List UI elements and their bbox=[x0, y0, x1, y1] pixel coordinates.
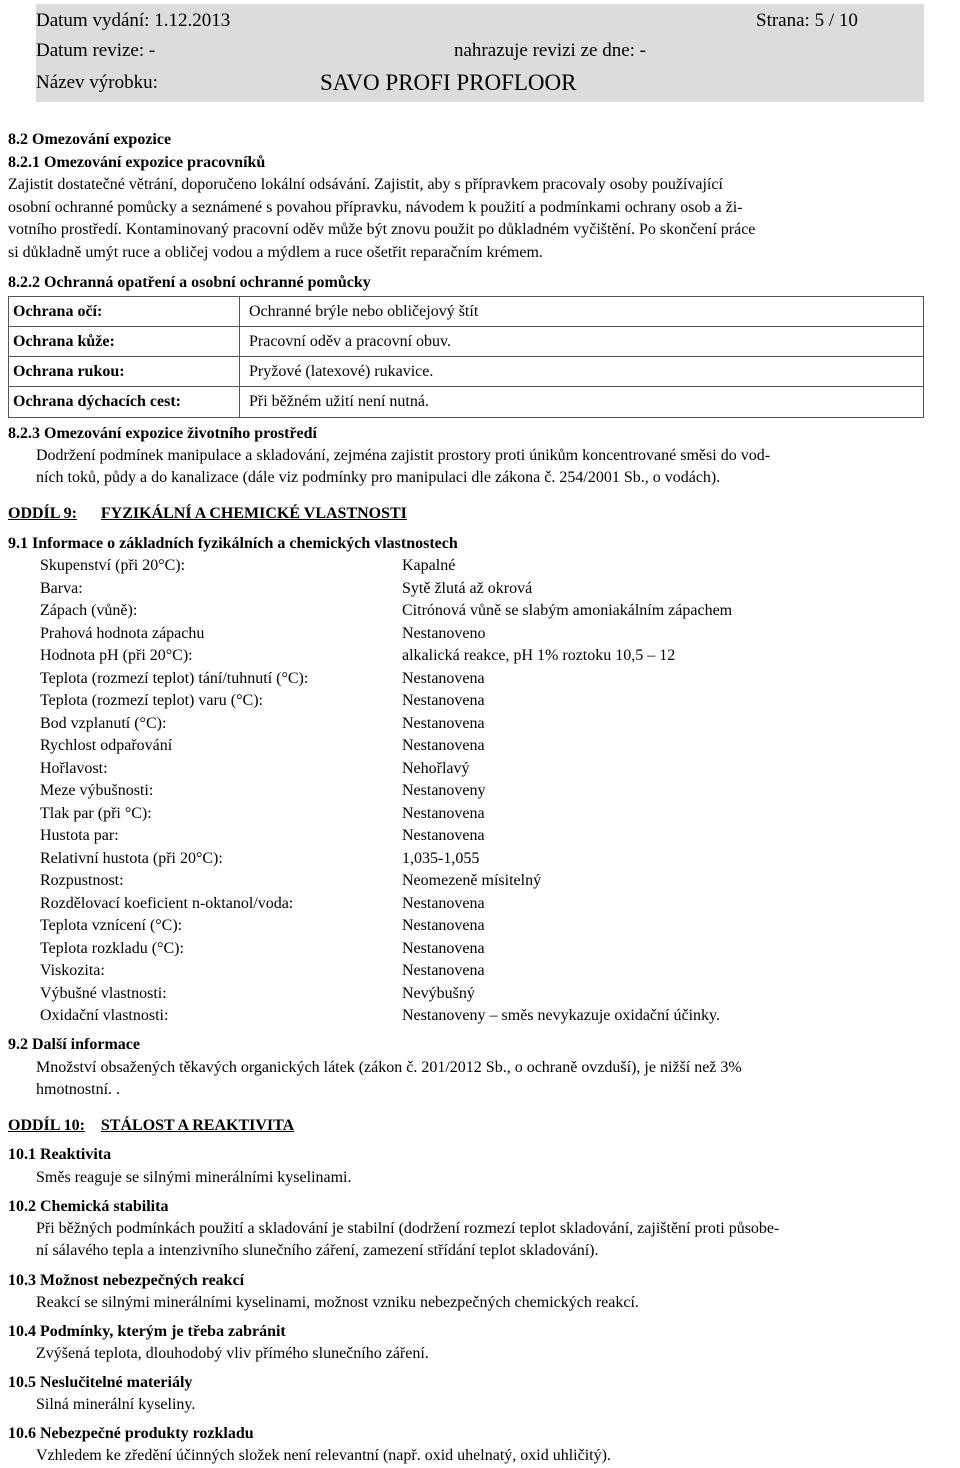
property-name: Prahová hodnota zápachu bbox=[40, 624, 205, 642]
properties-list bbox=[0, 555, 960, 1029]
section-8-2-3-line-1: Dodržení podmínek manipulace a skladování, zejména zajistit prostory proti únikům koncentrované směsi do vod- bbox=[36, 447, 771, 464]
section-10-6-text: Vzhledem ke zředění účinných složek není relevantní (např. oxid uhelnatý, oxid uhličitý). bbox=[36, 1447, 611, 1464]
section-10-2-text-1: Při běžných podmínkách použití a skladování je stabilní (dodržení rozmezí teplot skladování, zajištění proti působe- bbox=[36, 1220, 780, 1237]
section-10-number: ODDÍL 10: bbox=[8, 1117, 85, 1134]
property-value: Nestanoveno bbox=[402, 624, 486, 642]
property-row bbox=[40, 938, 485, 961]
header-row-3 bbox=[36, 68, 924, 98]
property-row bbox=[40, 735, 485, 758]
property-name: Rozdělovací koeficient n-oktanol/voda: bbox=[40, 894, 294, 912]
property-row bbox=[40, 645, 676, 668]
property-value: Citrónová vůně se slabým amoniakálním zápachem bbox=[402, 602, 733, 619]
section-10-1-title: 10.1 Reaktivita bbox=[8, 1146, 112, 1163]
property-name: Výbušné vlastnosti: bbox=[40, 984, 167, 1002]
property-name: Rozpustnost: bbox=[40, 872, 124, 889]
property-row bbox=[40, 668, 485, 691]
section-8-2-1-line-4: si důkladně umýt ruce a obličej vodou a mýdlem a ruce ošetřit reparačním krémem. bbox=[8, 244, 543, 261]
section-8-2-2-title: 8.2.2 Ochranná opatření a osobní ochranné pomůcky bbox=[8, 274, 371, 291]
section-9-2-title: 9.2 Další informace bbox=[8, 1036, 140, 1053]
property-value: Nestanovena bbox=[402, 692, 485, 709]
property-row bbox=[40, 713, 485, 736]
property-value: Nestanovena bbox=[402, 714, 485, 732]
property-row bbox=[40, 600, 733, 623]
replaces-revision: nahrazuje revizi ze dne: - bbox=[454, 40, 646, 61]
section-8-2-title: 8.2 Omezování expozice bbox=[8, 131, 172, 148]
property-name: Hustota par: bbox=[40, 827, 119, 844]
property-value: Nestanovena bbox=[402, 939, 485, 957]
property-value: Kapalné bbox=[402, 557, 456, 574]
page-number: Strana: 5 / 10 bbox=[756, 10, 858, 31]
property-value: Nestanovena bbox=[402, 737, 485, 754]
ppe-label: Ochrana kůže: bbox=[13, 333, 115, 350]
property-value: 1,035-1,055 bbox=[402, 849, 480, 867]
ppe-value: Při běžném užití není nutná. bbox=[249, 393, 429, 410]
property-value: Nestanovena bbox=[402, 804, 485, 822]
ppe-value: Pracovní oděv a pracovní obuv. bbox=[249, 333, 452, 350]
property-name: Zápach (vůně): bbox=[40, 602, 138, 619]
property-name: Rychlost odpařování bbox=[40, 737, 173, 754]
section-8-2-3-title: 8.2.3 Omezování expozice životního prostředí bbox=[8, 425, 317, 442]
property-row bbox=[40, 893, 485, 916]
property-name: Teplota vznícení (°C): bbox=[40, 917, 183, 934]
section-9-title: FYZIKÁLNÍ A CHEMICKÉ VLASTNOSTI bbox=[100, 505, 407, 522]
section-8-2-1-line-2: osobní ochranné pomůcky a seznámené s povahou přípravku, návodem k použití a podmínkami ochrany osob a ži- bbox=[8, 199, 743, 216]
property-value: Nestanoveny – směs nevykazuje oxidační účinky. bbox=[402, 1007, 720, 1024]
property-name: Tlak par (při °C): bbox=[40, 804, 152, 822]
property-row bbox=[40, 555, 456, 578]
ppe-value: Pryžové (latexové) rukavice. bbox=[249, 363, 434, 380]
property-name: Skupenství (při 20°C): bbox=[40, 557, 186, 574]
ppe-label: Ochrana očí: bbox=[13, 303, 103, 320]
header-row-2 bbox=[36, 36, 924, 66]
property-value: Nestanoveny bbox=[402, 782, 486, 799]
section-10-2-text-2: ní sálavého tepla a intenzivního slunečního záření, zamezení střídání teplot skladování). bbox=[36, 1242, 599, 1259]
property-row bbox=[40, 983, 475, 1006]
section-10-3-text: Reakcí se silnými minerálními kyselinami, možnost vzniku nebezpečných chemických reakcí. bbox=[36, 1294, 639, 1311]
property-value: Nestanovena bbox=[402, 669, 485, 687]
ppe-value: Ochranné brýle nebo obličejový štít bbox=[249, 303, 479, 320]
property-row bbox=[40, 825, 485, 848]
issue-date: Datum vydání: 1.12.2013 bbox=[36, 10, 231, 31]
section-9-2-line-2: hmotnostní. . bbox=[36, 1081, 121, 1098]
section-9-number: ODDÍL 9: bbox=[8, 505, 77, 522]
property-value: Nevýbušný bbox=[402, 984, 475, 1002]
property-value: Nestanovena bbox=[402, 894, 485, 912]
property-name: Teplota (rozmezí teplot) tání/tuhnutí (°C): bbox=[40, 669, 309, 687]
property-value: Neomezeně mísitelný bbox=[402, 872, 542, 889]
property-value: Nestanovena bbox=[402, 917, 485, 934]
section-10-heading bbox=[8, 1115, 294, 1138]
section-9-1-title: 9.1 Informace o základních fyzikálních a chemických vlastnostech bbox=[8, 535, 458, 552]
property-name: Oxidační vlastnosti: bbox=[40, 1007, 169, 1024]
property-row bbox=[40, 623, 486, 646]
section-10-4-title: 10.4 Podmínky, kterým je třeba zabránit bbox=[8, 1323, 286, 1340]
property-row bbox=[40, 758, 470, 781]
property-row bbox=[40, 690, 485, 713]
product-label: Název výrobku: bbox=[36, 72, 158, 93]
property-name: Viskozita: bbox=[40, 962, 105, 979]
property-name: Teplota rozkladu (°C): bbox=[40, 939, 184, 957]
property-value: Nehořlavý bbox=[402, 759, 470, 777]
property-row bbox=[40, 960, 485, 983]
section-10-3-title: 10.3 Možnost nebezpečných reakcí bbox=[8, 1272, 245, 1289]
ppe-row bbox=[9, 357, 923, 387]
property-name: Hodnota pH (při 20°C): bbox=[40, 647, 193, 664]
section-9-heading bbox=[8, 503, 407, 526]
section-10-1-text: Směs reaguje se silnými minerálními kyselinami. bbox=[36, 1169, 352, 1186]
property-value: Nestanovena bbox=[402, 827, 485, 844]
section-10-5-title: 10.5 Neslučitelné materiály bbox=[8, 1374, 193, 1391]
property-row bbox=[40, 848, 480, 871]
section-10-title: STÁLOST A REAKTIVITA bbox=[100, 1117, 295, 1134]
property-name: Meze výbušnosti: bbox=[40, 782, 154, 799]
property-row bbox=[40, 803, 485, 826]
property-name: Bod vzplanutí (°C): bbox=[40, 714, 167, 732]
ppe-table bbox=[8, 296, 924, 418]
property-value: Sytě žlutá až okrová bbox=[402, 579, 533, 597]
property-name: Teplota (rozmezí teplot) varu (°C): bbox=[40, 692, 263, 709]
section-9-2-line-1: Množství obsažených těkavých organických látek (zákon č. 201/2012 Sb., o ochraně ovzduší), je nižší než 3% bbox=[36, 1059, 742, 1076]
property-name: Barva: bbox=[40, 579, 83, 597]
revision-date: Datum revize: - bbox=[36, 40, 156, 61]
header-row-1 bbox=[36, 6, 924, 36]
ppe-row bbox=[9, 387, 923, 417]
property-row bbox=[40, 578, 533, 601]
section-10-6-title: 10.6 Nebezpečné produkty rozkladu bbox=[8, 1425, 254, 1442]
section-8-2-1-line-3: votního prostředí. Kontaminovaný pracovní oděv může být znovu použit po důkladném vyčištění. Po skončení práce bbox=[8, 221, 756, 238]
property-row bbox=[40, 870, 542, 893]
ppe-label: Ochrana dýchacích cest: bbox=[13, 393, 181, 410]
property-value: alkalická reakce, pH 1% roztoku 10,5 – 12 bbox=[402, 647, 676, 664]
section-10-4-text: Zvýšená teplota, dlouhodobý vliv přímého slunečního záření. bbox=[36, 1345, 429, 1362]
section-10-5-text: Silná minerální kyseliny. bbox=[36, 1396, 196, 1413]
ppe-row bbox=[9, 297, 923, 327]
section-8-2-1-title: 8.2.1 Omezování expozice pracovníků bbox=[8, 154, 266, 171]
property-row bbox=[40, 780, 486, 803]
property-row bbox=[40, 1005, 720, 1028]
property-row bbox=[40, 915, 485, 938]
property-name: Relativní hustota (při 20°C): bbox=[40, 849, 223, 867]
section-8-2-3-line-2: ních toků, půdy a do kanalizace (dále viz podmínky pro manipulaci dle zákona č. 254/2001 Sb., o vodách). bbox=[36, 469, 721, 486]
ppe-row bbox=[9, 327, 923, 357]
property-name: Hořlavost: bbox=[40, 759, 108, 777]
section-8-2-1-line-1: Zajistit dostatečné větrání, doporučeno lokální odsávání. Zajistit, aby s přípravkem pracovaly osoby používající bbox=[8, 176, 723, 193]
product-name: SAVO PROFI PROFLOOR bbox=[320, 70, 577, 95]
ppe-label: Ochrana rukou: bbox=[13, 363, 125, 380]
property-value: Nestanovena bbox=[402, 962, 485, 979]
section-10-2-title: 10.2 Chemická stabilita bbox=[8, 1198, 169, 1215]
document-header bbox=[36, 4, 924, 102]
